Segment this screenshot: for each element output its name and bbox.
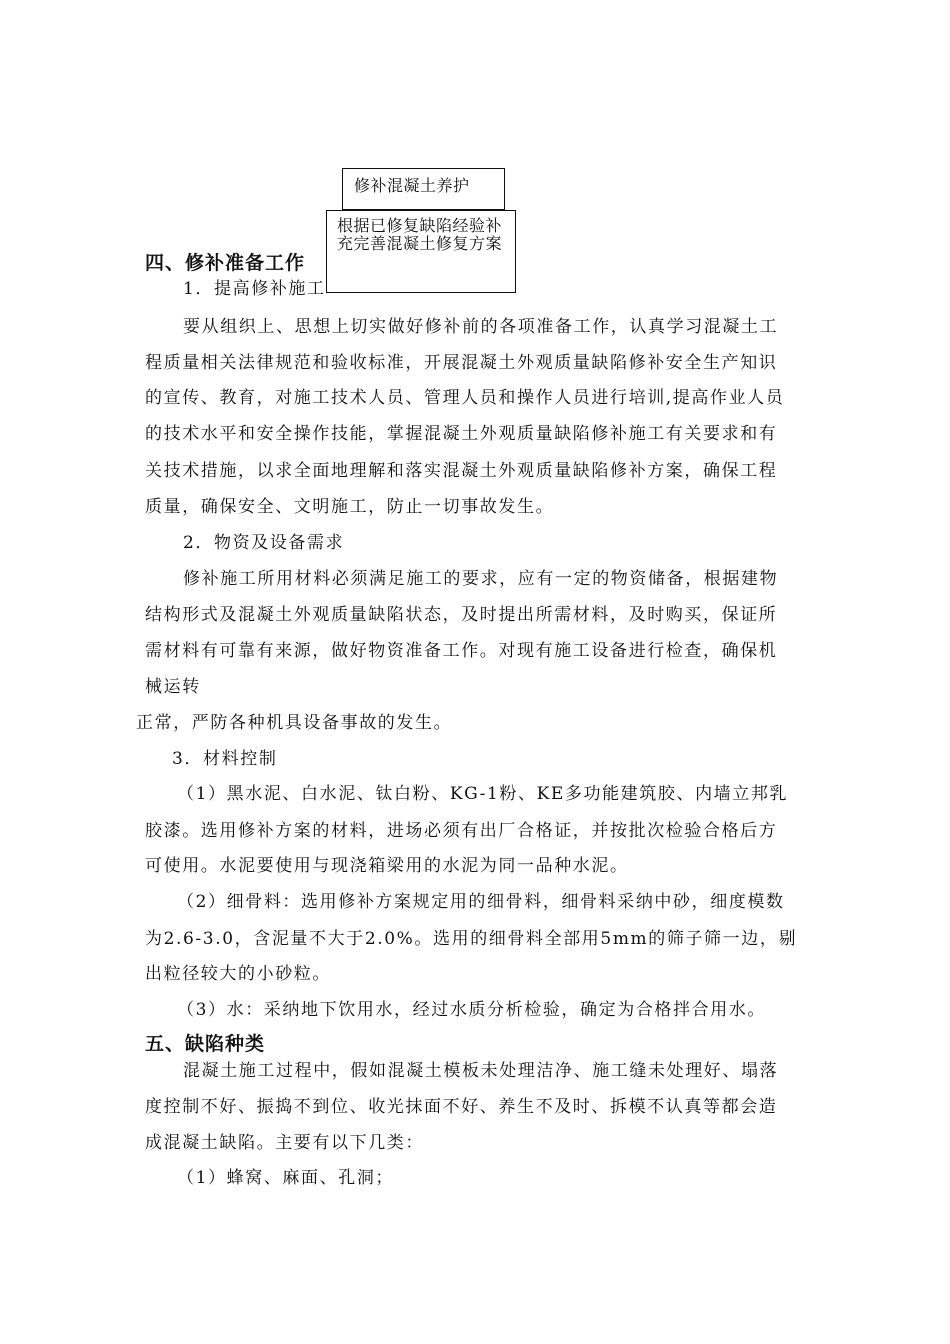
s1-line: 的技术水平和安全操作技能，掌握混凝土外观质量缺陷修补施工有关要求和有 (145, 424, 778, 444)
s1-line: 程质量相关法律规范和验收标准，开展混凝土外观质量缺陷修补安全生产知识 (145, 353, 778, 373)
flow-box-curing-text: 修补混凝土养护 (354, 176, 470, 195)
s2-line: 结构形式及混凝土外观质量缺陷状态，及时提出所需材料，及时购买，保证所 (145, 605, 778, 625)
s1-line: 要从组织上、思想上切实做好修补前的各项准备工作，认真学习混凝土工 (183, 317, 779, 337)
s3-line: 可使用。水泥要使用与现浇箱梁用的水泥为同一品种水泥。 (145, 856, 629, 876)
s1-line: 关技术措施，以求全面地理解和落实混凝土外观质量缺陷修补方案，确保工程 (145, 461, 778, 481)
s2-line: 械运转 (145, 677, 201, 697)
s3-line: （2）细骨料：选用修补方案规定用的细骨料，细骨料采纳中砂，细度模数 (177, 892, 785, 912)
s3-line: 出粒径较大的小砂粒。 (145, 964, 331, 984)
subsection-2-title: 2．物资及设备需求 (183, 533, 345, 553)
flow-box-improve-plan-text: 根据已修复缺陷经验补充完善混凝土修复方案 (337, 216, 503, 253)
s2-line: 需材料有可靠有来源，做好物资准备工作。对现有施工设备进行检查，确保机 (145, 641, 778, 661)
flow-box-curing (342, 168, 505, 210)
s5-line: 成混凝土缺陷。主要有以下几类： (145, 1133, 424, 1153)
s3-line: （3）水：采纳地下饮用水，经过水质分析检验，确定为合格拌合用水。 (177, 1000, 767, 1020)
s3-line: 胶漆。选用修补方案的材料，进场必须有出厂合格证，并按批次检验合格后方 (145, 821, 778, 841)
s3-line: （1）黑水泥、白水泥、钛白粉、KG-1粉、KE多功能建筑胶、内墙立邦乳 (177, 784, 789, 804)
s1-line: 的宣传、教育，对施工技术人员、管理人员和操作人员进行培训,提高作业人员 (145, 388, 785, 408)
s5-line: 度控制不好、振捣不到位、收光抹面不好、养生不及时、拆模不认真等都会造 (145, 1097, 778, 1117)
section-5-heading: 五、缺陷种类 (145, 1033, 266, 1055)
subsection-3-title: 3．材料控制 (172, 749, 278, 769)
s3-line: 为2.6-3.0，含泥量不大于2.0%。选用的细骨料全部用5mm的筛子筛一边，剔 (145, 929, 798, 949)
s1-line: 质量，确保安全、文明施工，防止一切事故发生。 (145, 497, 555, 517)
section-4-heading: 四、修补准备工作 (145, 252, 306, 274)
subsection-1-title: 1．提高修补施工 (183, 279, 326, 299)
flow-box-improve-plan (326, 210, 516, 293)
s2-line: 正常，严防各种机具设备事故的发生。 (136, 713, 453, 733)
s5-line: （1）蜂窝、麻面、孔洞； (177, 1168, 395, 1188)
s5-line: 混凝土施工过程中，假如混凝土模板未处理洁净、施工缝未处理好、塌落 (183, 1061, 779, 1081)
s2-line: 修补施工所用材料必须满足施工的要求，应有一定的物资储备，根据建物 (183, 569, 779, 589)
